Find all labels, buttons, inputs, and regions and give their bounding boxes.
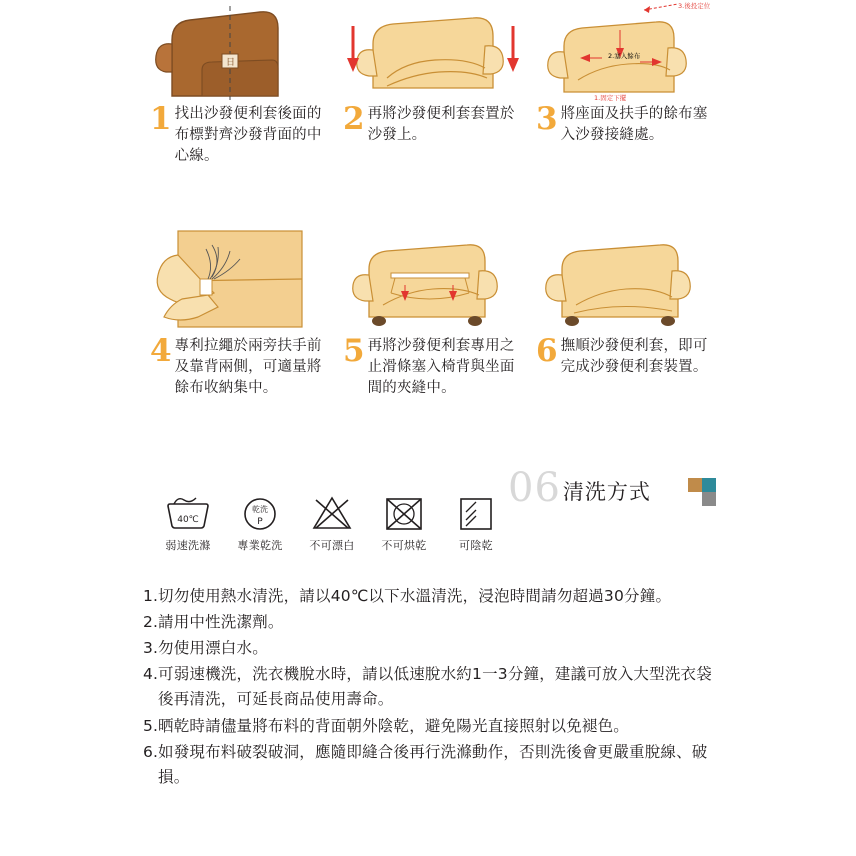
sofa-cover-placement-illustration <box>335 0 524 104</box>
care-symbol-3-label: 不可漂白 <box>309 539 355 552</box>
care-item-number: 6. <box>143 742 159 761</box>
care-symbol-5-label: 可陰乾 <box>459 539 493 552</box>
step-6 <box>526 221 719 399</box>
step-4 <box>140 221 333 399</box>
step-5-description: 再將沙發便利套專用之止滑條塞入椅背與坐面間的夾縫中。 <box>367 338 515 397</box>
no-bleach-icon <box>304 492 360 532</box>
step-3-annotation-2: 2.塞入餘布 <box>608 52 641 60</box>
care-instruction-item <box>143 584 723 609</box>
step-3-description: 將座面及扶手的餘布塞入沙發接縫處。 <box>560 106 708 144</box>
care-instruction-item <box>143 714 723 739</box>
step-2-text <box>335 101 524 146</box>
step-5-text <box>335 333 524 399</box>
step-1-text <box>142 101 331 167</box>
step-6-description: 撫順沙發便利套，即可完成沙發便利套裝置。 <box>560 338 708 376</box>
care-item-number: 2. <box>143 613 159 632</box>
steps-section <box>140 0 720 399</box>
svg-text:P: P <box>257 517 263 527</box>
step-2 <box>333 0 526 167</box>
care-symbol-1-label: 弱速洗滌 <box>165 539 211 552</box>
svg-text:乾洗: 乾洗 <box>252 505 268 514</box>
finished-sofa-cover-illustration <box>528 221 717 336</box>
care-instructions-list <box>143 584 723 791</box>
step-6-text <box>528 333 717 378</box>
step-6-number: 6 <box>536 333 558 370</box>
svg-text:40℃: 40℃ <box>177 515 199 525</box>
care-instruction-item <box>143 740 723 790</box>
step-1-description: 找出沙發便利套後面的布標對齊沙發背面的中心線。 <box>174 106 322 165</box>
step-3-text <box>528 101 717 146</box>
square-teal <box>702 478 716 492</box>
dry-clean-p-icon <box>232 492 288 532</box>
care-item-number: 1. <box>143 587 159 605</box>
square-brown <box>688 478 702 492</box>
steps-row-2 <box>140 221 720 399</box>
care-symbol-3 <box>304 492 360 553</box>
step-2-description: 再將沙發便利套套置於沙發上。 <box>367 106 515 144</box>
step-2-number: 2 <box>343 101 365 137</box>
step-4-number: 4 <box>150 333 172 370</box>
care-symbol-4-label: 不可烘乾 <box>381 539 427 552</box>
care-item-text: 請用中性洗潔劑。 <box>158 613 284 632</box>
care-symbol-4 <box>376 492 432 553</box>
drawstring-adjustment-illustration <box>142 221 331 336</box>
wash-section-number: 06 <box>508 465 561 511</box>
care-item-number: 3. <box>143 639 159 658</box>
care-item-number: 4. <box>143 665 159 684</box>
care-item-text: 如發現布料破裂破洞，應隨即縫合後再行洗滌動作，否則洗後會更嚴重脫線、破損。 <box>158 742 708 786</box>
step-5 <box>333 221 526 399</box>
step-4-description: 專利拉繩於兩旁扶手前及靠背兩側，可適量將餘布收納集中。 <box>174 338 322 397</box>
steps-row-1 <box>140 0 720 167</box>
square-gray <box>702 492 716 506</box>
step-3-annotation-3: 3.後投定位 <box>678 2 711 10</box>
anti-slip-strip-illustration <box>335 221 524 336</box>
no-tumble-dry-icon <box>376 492 432 532</box>
care-symbol-2 <box>232 492 288 553</box>
care-item-text: 晒乾時請儘量將布料的背面朝外陰乾，避免陽光直接照射以免褪色。 <box>158 716 630 735</box>
care-symbol-1 <box>160 492 216 553</box>
step-3 <box>526 0 719 167</box>
wash-tub-40c-icon <box>160 492 216 532</box>
tuck-excess-fabric-illustration <box>528 0 717 104</box>
care-item-number: 5. <box>143 716 159 735</box>
care-instruction-item <box>143 636 723 661</box>
sofa-back-alignment-illustration <box>142 0 331 104</box>
care-item-text: 可弱速機洗，洗衣機脫水時，請以低速脫水約1一3分鐘，建議可放入大型洗衣袋後再清洗，可延長商品使用壽命。 <box>158 665 712 709</box>
care-instruction-item <box>143 662 723 712</box>
care-symbol-5 <box>448 492 504 553</box>
care-symbol-2-label: 專業乾洗 <box>237 539 283 552</box>
step-5-number: 5 <box>343 333 365 370</box>
line-dry-shade-icon <box>448 492 504 532</box>
step-1 <box>140 0 333 167</box>
step-1-number: 1 <box>150 101 172 137</box>
care-instruction-item <box>143 610 723 635</box>
step-3-annotation-1: 1.固定下擺 <box>594 94 627 102</box>
svg-text:日: 日 <box>226 58 236 68</box>
care-item-text: 勿使用漂白水。 <box>158 639 268 658</box>
wash-section-title: 清洗方式 <box>562 480 651 504</box>
care-symbols-row <box>160 492 504 553</box>
step-4-text <box>142 333 331 399</box>
decorative-squares <box>688 478 716 506</box>
wash-section-header <box>508 465 651 511</box>
care-item-text: 切勿使用熱水清洗，請以40℃以下水溫清洗，浸泡時間請勿超過30分鐘。 <box>158 587 672 605</box>
step-3-number: 3 <box>536 101 558 137</box>
